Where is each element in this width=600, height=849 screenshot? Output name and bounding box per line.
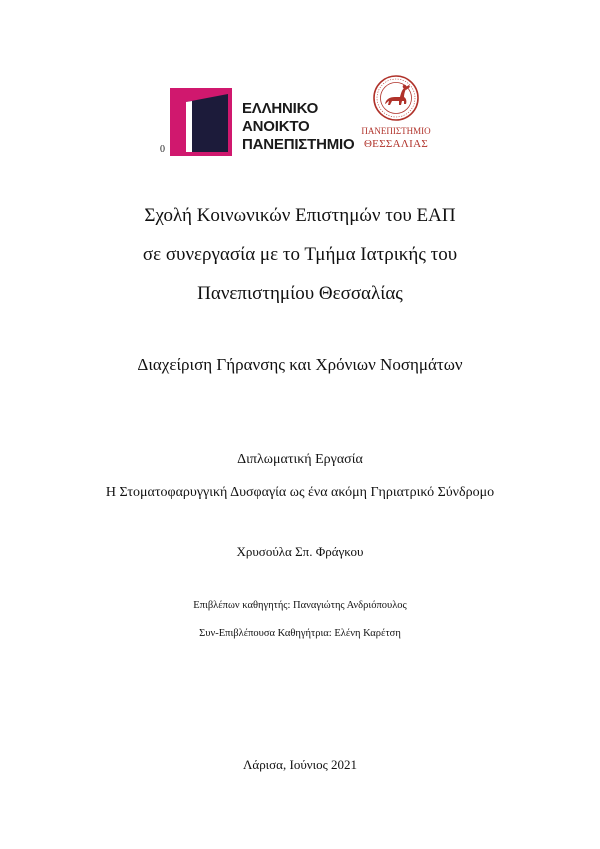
centaur-seal-icon (366, 74, 426, 124)
thesis-type: Διπλωματική Εργασία (237, 452, 363, 467)
school-line-3: Πανεπιστημίου Θεσσαλίας (197, 283, 403, 304)
thesis-title: Η Στοματοφαρυγγική Δυσφαγία ως ένα ακόμη Γηριατρικό Σύνδρομο (105, 485, 495, 500)
university-of-thessaly-logo (360, 74, 432, 156)
eap-emblem-icon (170, 86, 240, 158)
author-name: Χρυσούλα Σπ. Φράγκου (236, 544, 364, 559)
uth-wordmark-line2: ΘΕΣΣΑΛΙΑΣ (363, 138, 429, 150)
school-line-2: σε συνεργασία με το Τμήμα Ιατρικής του (142, 244, 458, 265)
hellenic-open-university-logo (170, 86, 355, 158)
co-supervisor-line: Συν-Επιβλέπουσα Καθηγήτρια: Ελένη Καρέτση (199, 628, 401, 639)
school-line-1: Σχολή Κοινωνικών Επιστημών του ΕΑΠ (144, 205, 456, 226)
place-date: Λάρισα, Ιούνιος 2021 (242, 757, 358, 772)
page-marker: 0 (160, 144, 165, 155)
uth-wordmark-line1: ΠΑΝΕΠΙΣΤΗΜΙΟ (361, 126, 431, 136)
programme-title: Διαχείριση Γήρανσης και Χρόνιων Νοσημάτων (137, 355, 463, 374)
supervisor-line: Επιβλέπων καθηγητής: Παναγιώτης Ανδριόπουλος (193, 600, 407, 611)
eap-wordmark-line: ΠΑΝΕΠΙΣΤΗΜΙΟ (242, 136, 355, 153)
eap-wordmark-line: ΑΝΟΙΚΤΟ (242, 118, 310, 135)
eap-wordmark-line: ΕΛΛΗΝΙΚΟ (242, 100, 319, 117)
eap-wordmark (242, 100, 354, 154)
